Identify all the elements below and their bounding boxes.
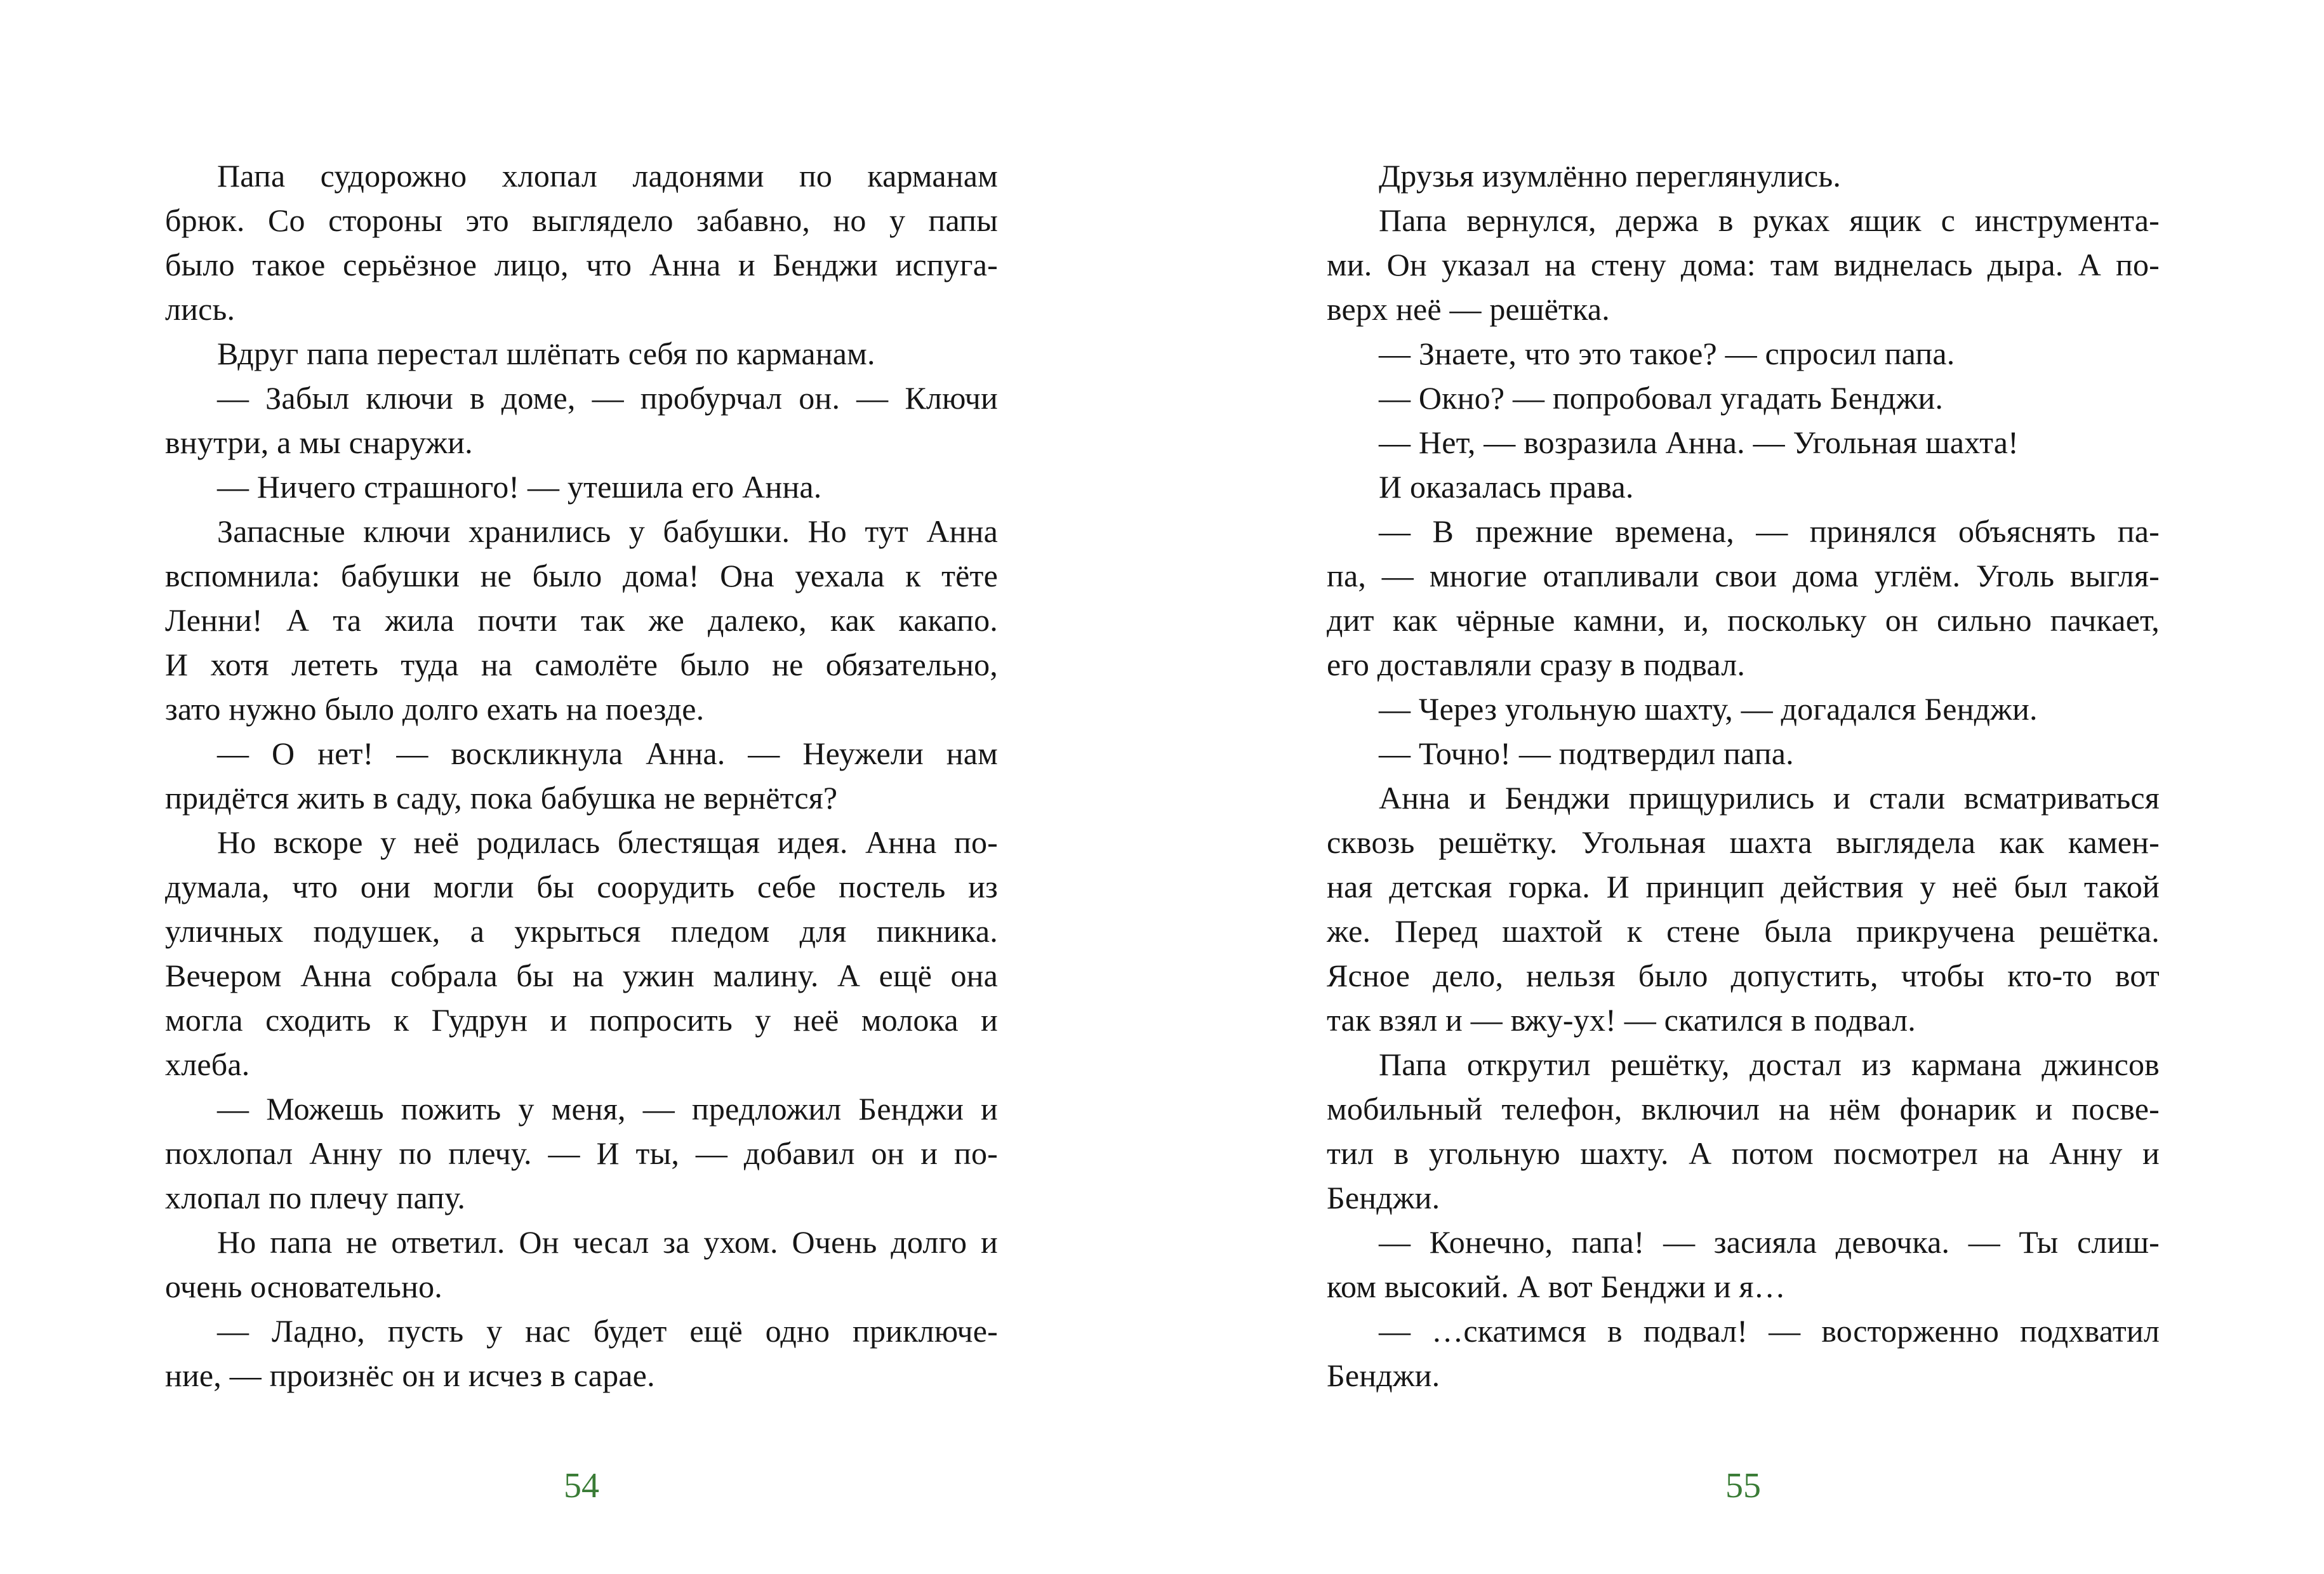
text-line: Друзья изумлённо переглянулись. [1379,158,1842,194]
text-line: Вдруг папа перестал шлёпать себя по карманам. [217,336,875,371]
text-line: — Конечно, папа! — засияла девочка. — Ты слиш- [1379,1224,2160,1260]
text-line: тил в угольную шахту. А потом посмотрел на Анну и [1327,1135,2160,1171]
text-line: Бенджи. [1327,1180,1440,1215]
text-line: уличных подушек, а укрыться пледом для пикника. [165,913,998,949]
text-line: могла сходить к Гудрун и попросить у неё молока и [165,1002,998,1038]
text-line: Папа открутил решётку, достал из кармана джинсов [1379,1047,2160,1082]
text-line: брюк. Со стороны это выглядело забавно, но у папы [165,202,998,238]
text-line: Вечером Анна собрала бы на ужин малину. А ещё она [165,958,998,993]
text-line: — …скатимся в подвал! — восторженно подхватил [1379,1313,2160,1349]
text-line: Запасные ключи хранились у бабушки. Но тут Анна [217,513,998,549]
text-line: ние, — произнёс он и исчез в сарае. [165,1358,655,1393]
text-line: па, — многие отапливали свои дома углём. Уголь выгля- [1327,558,2160,593]
text-line: — Ничего страшного! — утешила его Анна. [217,469,822,505]
text-line: — Знаете, что это такое? — спросил папа. [1379,336,1955,371]
text-line: внутри, а мы снаружи. [165,425,473,460]
text-line: сквозь решётку. Угольная шахта выглядела как камен- [1327,824,2160,860]
text-line: — Через угольную шахту, — догадался Бенджи. [1379,691,2038,727]
text-line: хлеба. [165,1047,250,1082]
text-line: Папа судорожно хлопал ладонями по карманам [217,158,998,194]
page-number-left: 54 [564,1466,599,1505]
text-line: Ленни! А та жила почти так же далеко, как какапо. [165,602,998,638]
page-number-right: 55 [1725,1466,1761,1505]
text-line: было такое серьёзное лицо, что Анна и Бенджи испуга- [165,247,998,282]
text-line: очень основательно. [165,1269,443,1304]
text-line: Но папа не ответил. Он чесал за ухом. Очень долго и [217,1224,998,1260]
text-line: — Забыл ключи в доме, — пробурчал он. — Ключи [217,380,998,416]
text-line: ная детская горка. И принцип действия у неё был такой [1327,869,2160,904]
text-line: верх неё — решётка. [1327,291,1610,327]
text-line: Анна и Бенджи прищурились и стали всматриваться [1379,780,2160,816]
text-line: И хотя лететь туда на самолёте было не обязательно, [165,647,998,682]
text-line: — О нет! — воскликнула Анна. — Неужели нам [217,736,998,771]
text-line: мобильный телефон, включил на нём фонарик и посве- [1327,1091,2160,1127]
text-line: же. Перед шахтой к стене была прикручена решётка. [1327,913,2160,949]
text-line: — Ладно, пусть у нас будет ещё одно приключе- [217,1313,998,1349]
text-line: так взял и — вжу-ух! — скатился в подвал. [1327,1002,1916,1038]
text-line: ми. Он указал на стену дома: там виднелась дыра. А по- [1327,247,2160,282]
text-line: думала, что они могли бы соорудить себе постель из [165,869,998,904]
text-line: Но вскоре у неё родилась блестящая идея. Анна по- [217,824,998,860]
text-line: Бенджи. [1327,1358,1440,1393]
text-line: вспомнила: бабушки не было дома! Она уехала к тёте [165,558,998,593]
text-line: его доставляли сразу в подвал. [1327,647,1746,682]
text-line: хлопал по плечу папу. [165,1180,466,1215]
text-line: похлопал Анну по плечу. — И ты, — добавил он и по- [165,1135,998,1171]
text-line: зато нужно было долго ехать на поезде. [165,691,705,727]
text-line: — Точно! — подтвердил папа. [1379,736,1794,771]
text-line: придётся жить в саду, пока бабушка не вернётся? [165,780,838,816]
text-line: — Можешь пожить у меня, — предложил Бенджи и [217,1091,998,1127]
text-line: И оказалась права. [1379,469,1634,505]
text-line: — В прежние времена, — принялся объяснять па- [1379,513,2160,549]
text-line: — Окно? — попробовал угадать Бенджи. [1379,380,1944,416]
text-line: лись. [165,291,236,327]
text-line: дит как чёрные камни, и, поскольку он сильно пачкает, [1327,602,2160,638]
text-line: — Нет, — возразила Анна. — Угольная шахта! [1379,425,2019,460]
text-line: Папа вернулся, держа в руках ящик с инструмента- [1379,202,2160,238]
text-line: ком высокий. А вот Бенджи и я… [1327,1269,1786,1304]
page-55-text-column [1327,154,2160,1398]
page-54-text-column [165,154,998,1398]
text-line: Ясное дело, нельзя было допустить, чтобы кто-то вот [1327,958,2160,993]
